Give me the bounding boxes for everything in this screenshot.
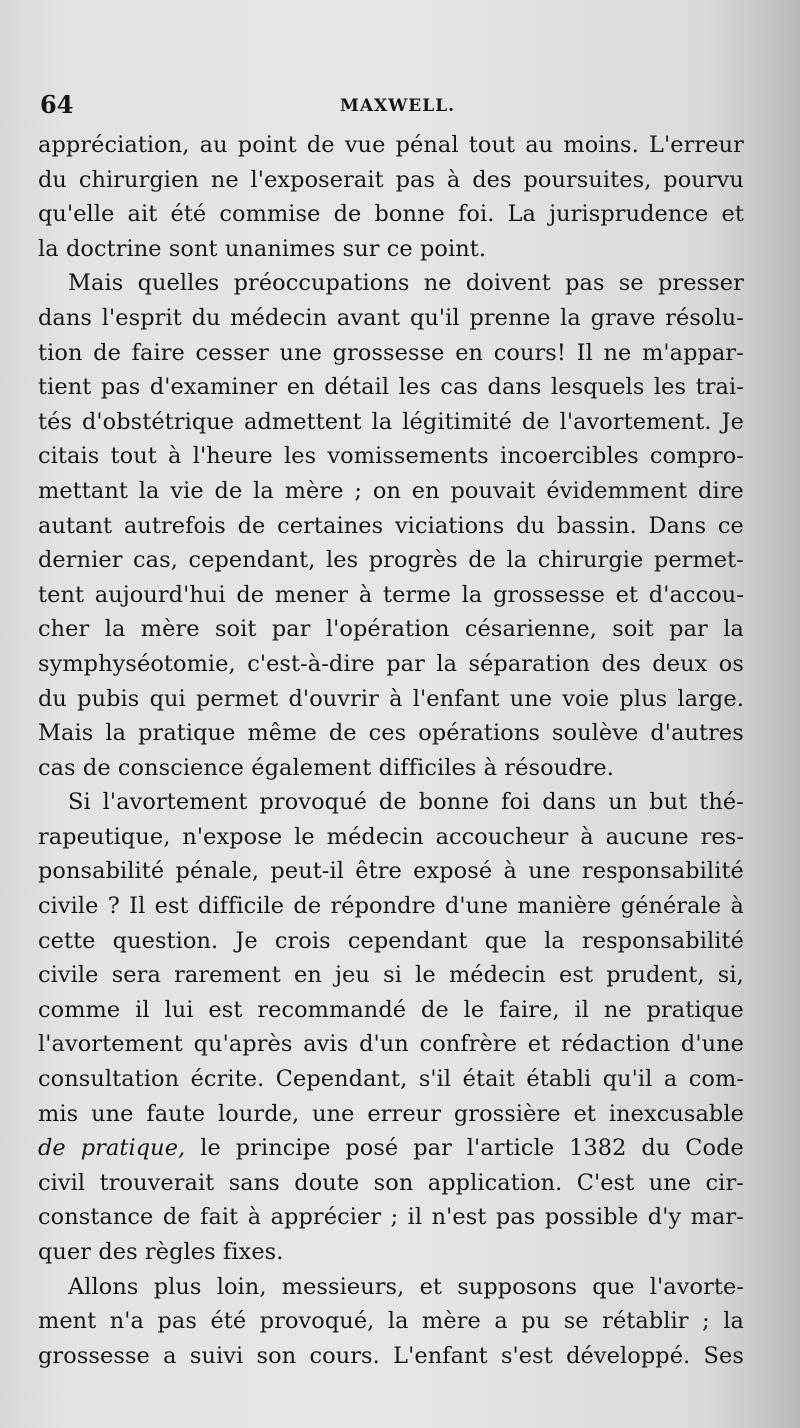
text-line: mis une faute lourde, une erreur grossière et inexcusable [38,1100,744,1127]
text-line: quer des règles fixes. [38,1239,284,1265]
text-line: l'avortement qu'après avis d'un confrère et rédaction d'une [38,1031,744,1058]
text-line: Mais quelles préoccupations ne doivent pas se presser [68,270,744,297]
text-line: du pubis qui permet d'ouvrir à l'enfant une voie plus large. [38,685,744,712]
text-line: Si l'avortement provoqué de bonne foi dans un but thé- [68,789,744,816]
text-line: rapeutique, n'expose le médecin accoucheur à aucune res- [38,823,744,850]
text-line: tion de faire cesser une grossesse en cours! Il ne m'appar- [38,339,744,366]
text-line: cher la mère soit par l'opération césarienne, soit par la [38,616,744,643]
text-line: ponsabilité pénale, peut-il être exposé à une responsabilité [38,858,744,885]
text-line: ment n'a pas été provoqué, la mère a pu se rétablir ; la [38,1308,744,1335]
text-line: comme il lui est recommandé de le faire, il ne pratique [38,996,744,1023]
text-line: civile ? Il est difficile de répondre d'une manière générale à [38,893,744,920]
text-line: consultation écrite. Cependant, s'il était établi qu'il a com- [38,1066,744,1093]
text-line: tient pas d'examiner en détail les cas dans lesquels les trai- [38,374,744,401]
running-head: MAXWELL. [340,96,456,116]
text-line: cette question. Je crois cependant que la responsabilité [38,927,744,954]
text-line: qu'elle ait été commise de bonne foi. La jurisprudence et [38,201,744,228]
text-line: dernier cas, cependant, les progrès de la chirurgie permet- [38,547,744,574]
text-line: civile sera rarement en jeu si le médecin est prudent, si, [38,962,744,989]
text-line: civil trouverait sans doute son application. C'est une cir- [38,1169,744,1196]
text-line: Allons plus loin, messieurs, et supposons que l'avorte- [68,1273,744,1300]
page-header [40,90,740,120]
text-line: citais tout à l'heure les vomissements incoercibles compro- [38,443,744,470]
text-line: mettant la vie de la mère ; on en pouvait évidemment dire [38,477,744,504]
body-text [38,128,744,1373]
text-line: appréciation, au point de vue pénal tout au moins. L'erreur [38,132,744,158]
text-line: dans l'esprit du médecin avant qu'il prenne la grave résolu- [38,304,744,331]
text-line: de pratique, le principe posé par l'article 1382 du Code [38,1135,744,1162]
text-line: grossesse a suivi son cours. L'enfant s'est développé. Ses [38,1342,744,1369]
text-line: la doctrine sont unanimes sur ce point. [38,235,487,262]
text-line: tent aujourd'hui de mener à terme la grossesse et d'accou- [38,581,744,608]
text-line: tés d'obstétrique admettent la légitimité de l'avortement. Je [38,408,744,435]
text-line: constance de fait à apprécier ; il n'est pas possible d'y mar- [38,1204,744,1231]
text-line: Mais la pratique même de ces opérations soulève d'autres [38,720,744,747]
text-line: du chirurgien ne l'exposerait pas à des poursuites, pourvu [38,166,744,193]
text-line: symphyséotomie, c'est-à-dire par la séparation des deux os [38,650,744,677]
text-line: cas de conscience également difficiles à résoudre. [38,754,614,781]
text-line: autant autrefois de certaines viciations du bassin. Dans ce [38,512,744,539]
page-number: 64 [40,90,74,119]
